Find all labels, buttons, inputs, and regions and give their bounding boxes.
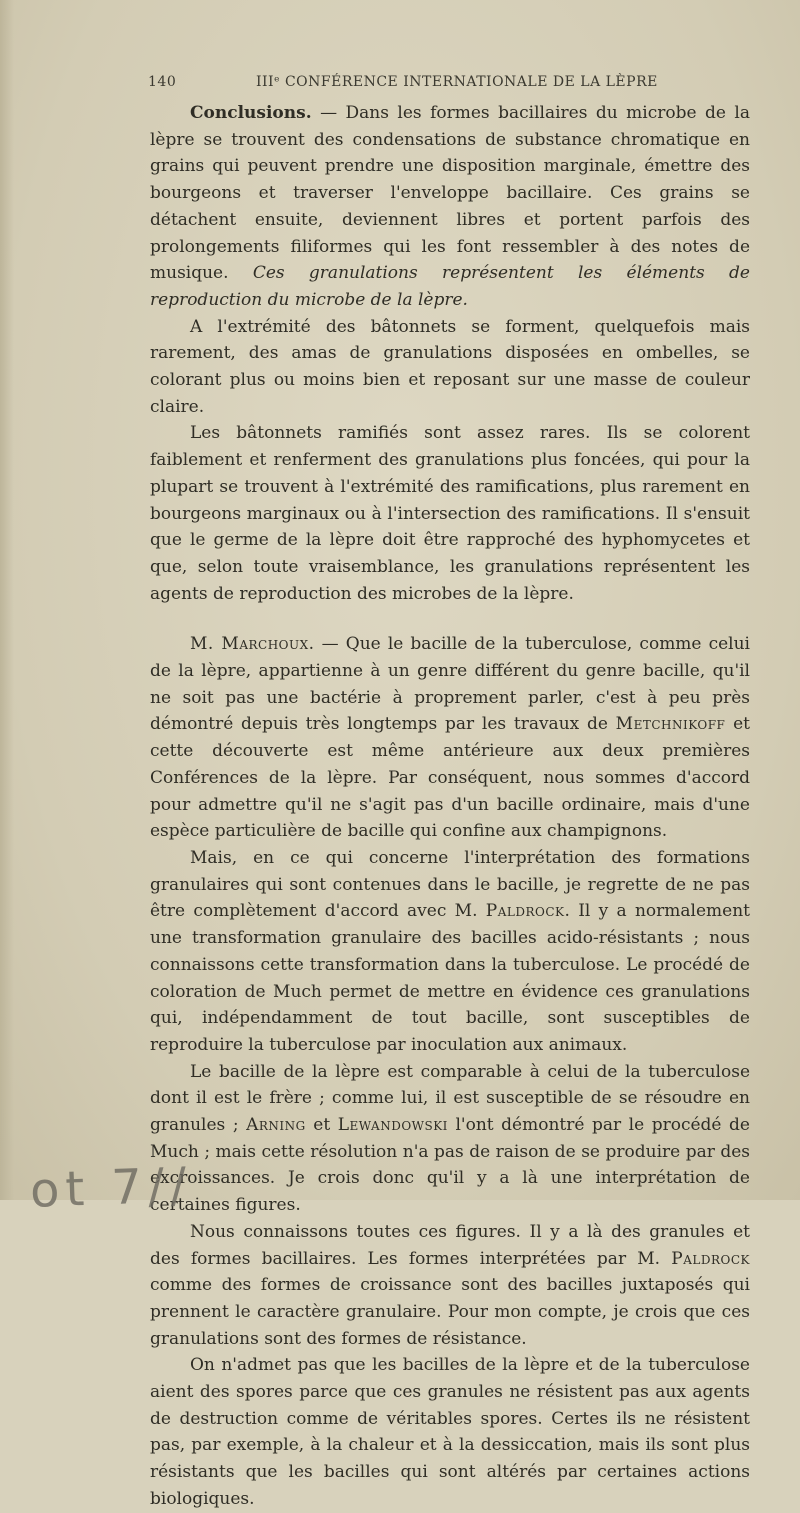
paragraph-text: A l'extrémité des bâtonnets se forment, quelquefois mais rarement, des amas de granulations disposées en ombelles, se colorant plus ou moins bien et reposant sur une masse de couleur claire. (150, 316, 750, 417)
paragraph-conclusions (150, 100, 750, 314)
paragraph-text: et (305, 1115, 338, 1136)
handwritten-margin-note: ot 7// (29, 1157, 194, 1219)
paragraph-figures (150, 1219, 750, 1353)
paragraph-comparison (150, 1059, 750, 1219)
speaker-name: M. Marchoux. (190, 634, 315, 655)
paragraph-text: et cette découverte est même antérieure aux deux premières Conférences de la lèpre. Par conséquent, nous sommes d'accord pour admettre qu'il ne s'agit pas d'un bacille ordinaire, mais d'une espèce particulière de bacille qui confine aux champignons. (150, 714, 750, 842)
paragraph-text: l'ont démontré par le procédé de Much ; mais cette résolution n'a pas de raison de se produire par des excroissances. Je crois donc qu'il y a là une interprétation de certaines figures. (150, 1115, 750, 1216)
page-number: 140 (148, 74, 177, 90)
cited-author: Lewandowski (337, 1115, 448, 1136)
paragraph-text: Le bacille de la lèpre est comparable à celui de la tuberculose dont il est le frère ; comme lui, il est susceptible de se résoudre en granules ; (150, 1061, 750, 1136)
cited-author: Paldrock (671, 1248, 750, 1269)
running-title: IIIᵉ CONFÉRENCE INTERNATIONALE DE LA LÈPRE (256, 74, 658, 90)
paragraph-text: comme des formes de croissance sont des bacilles juxtaposés qui prennent le caractère granulaire. Pour mon compte, je crois que ces granulations sont des formes de résistance. (150, 1275, 750, 1349)
paragraph-text: Mais, en ce qui concerne l'interprétation des formations granulaires qui sont contenues dans le bacille, je regrette de ne pas être complètement d'accord avec M. (150, 847, 750, 922)
paragraph-text: — Dans les formes bacillaires du microbe de la lèpre se trouvent des condensations de substance chromatique en grains qui peuvent prendre une disposition marginale, émettre des bourgeons et traverser l'enveloppe bacillaire. Ces grains se détachent ensuite, deviennent libres et portent parfois des prolongements filiformes qui les font ressembler à des notes de musique. (150, 103, 750, 284)
paragraph-interpretation (150, 845, 750, 1059)
paragraph-text: Nous connaissons toutes ces figures. Il y a là des granules et des formes bacillaires. Les formes interprétées par M. (150, 1221, 750, 1269)
conclusions-heading: Conclusions. (190, 103, 312, 123)
cited-author: Metchnikoff (615, 714, 726, 735)
page-edge-shadow (0, 0, 14, 1200)
paragraph-text: — Que le bacille de la tuberculose, comme celui de la lèpre, appartienne à un genre différent du genre bacille, qu'il ne soit pas une bactérie à proprement parler, c'est à peu près démontré depuis très longtemps par les travaux de (150, 634, 750, 735)
cited-author: Arning (246, 1115, 306, 1136)
paragraph-text: . Il y a normalement une transformation granulaire des bacilles acido-résistants ; nous connaissons cette transformation dans la tuberculose. Le procédé de coloration de Much permet de mettre en évidence ces granulations qui, indépendamment de tout bacille, sont susceptibles de reproduire la tuberculose par inoculation aux animaux. (150, 901, 750, 1055)
cited-author: Paldrock (485, 901, 565, 922)
paragraph-spores: On n'admet pas que les bacilles de la lèpre et de la tuberculose aient des spores parce que ces granules ne résistent pas aux agents de destruction comme de véritables spores. Certes ils ne résistent pas, par exemple, à la chaleur et à la dessiccation, mais ils sont plus résistants que les bacilles qui sont altérés par certaines actions biologiques. (150, 1355, 750, 1509)
italic-conclusion: Ces granulations représentent les éléments de reproduction du microbe de la lèpre. (150, 263, 750, 310)
paragraph-text: Les bâtonnets ramifiés sont assez rares. Ils se colorent faiblement et renferment des granulations plus foncées, qui pour la plupart se trouvent à l'extrémité des ramifications, plus rarement en bourgeons marginaux ou à l'intersection des ramifications. Il s'ensuit que le germe de la lèpre doit être rapproché des hyphomycetes et que, selon toute vraisemblance, les granulations représentent les agents de reproduction des microbes de la lèpre. (150, 423, 750, 604)
body-text (150, 100, 750, 1513)
paragraph-marchoux (150, 631, 750, 845)
section-gap (150, 607, 750, 631)
